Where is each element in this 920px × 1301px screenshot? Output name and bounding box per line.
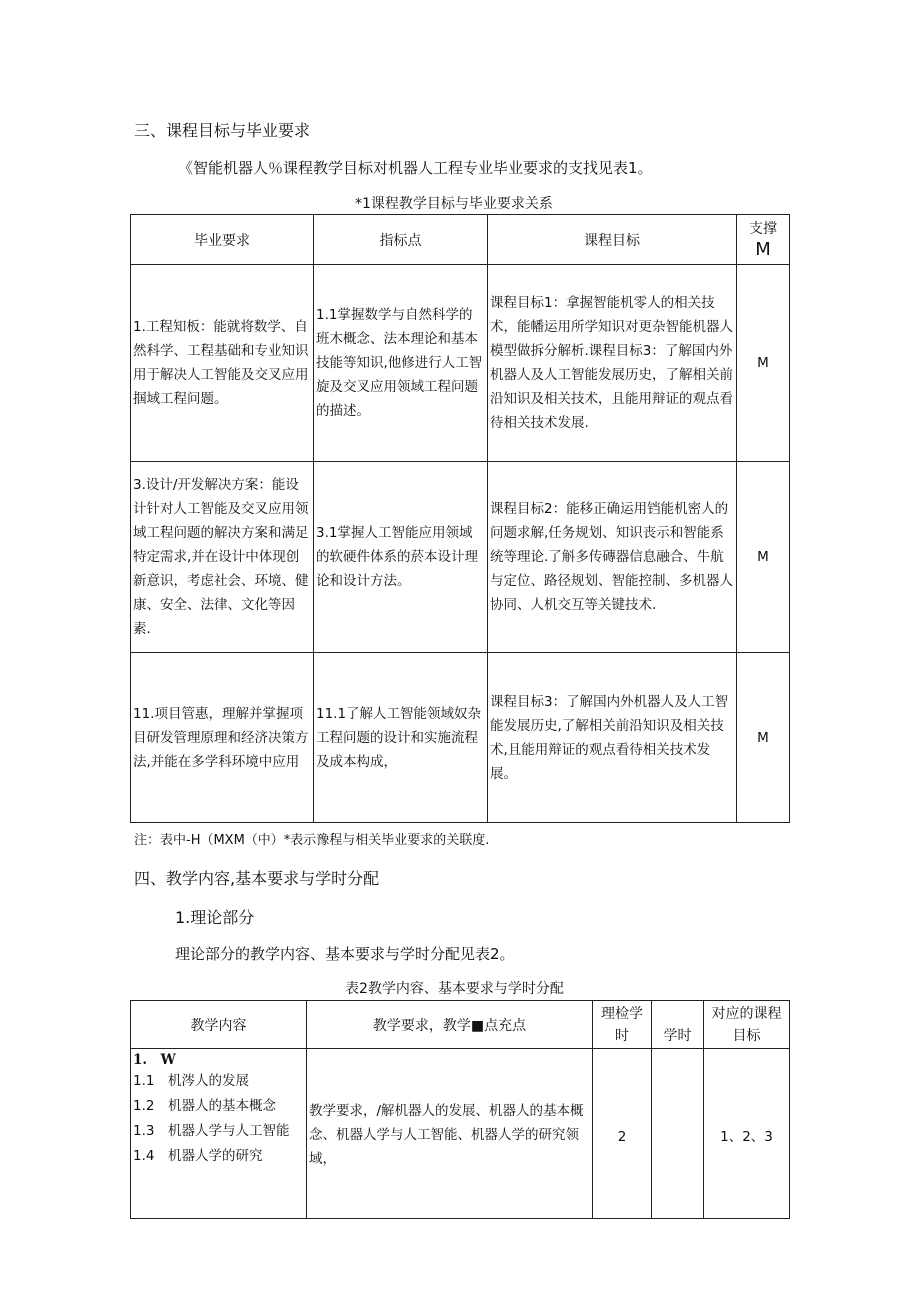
col-header-req: 毕业要求 <box>131 215 314 265</box>
col-header-ind: 指标点 <box>314 215 488 265</box>
theory-hours-label-2: 时 <box>615 1027 629 1044</box>
row2-goal: 课程目标2：能移正确运用铛能机密人的问题求解,任务规划、知识丧示和智能系统等理论.了斛多传磚器信息融合、牛航与定位、路径规划、智能控制、多机器人协同、人机交互等关键技术. <box>488 462 737 653</box>
support-level-label: M <box>755 238 771 260</box>
list-item: 1.2 机器人的基本概念 <box>133 1098 276 1114</box>
section4-intro: 理论部分的教学内容、基本要求与学时分配见表2。 <box>175 945 515 963</box>
section4-sub1: 1.理论部分 <box>175 908 255 927</box>
col-header-requirements: 教学要求，教学■点充点 <box>307 1001 593 1049</box>
row1-goal: 课程目标1：拿握智能机零人的相关技术，能幡运用所学知识对更杂智能机器人模型做拆分解析.课程目标3：了解国内外机器人及人工智能发展历史，了解相关前沿知识及相关技术，且能用辩证的观点看待相关技术发展. <box>488 265 737 462</box>
list-item: 1.1 机涔人的发展 <box>133 1073 249 1089</box>
table-row <box>131 265 790 462</box>
table2-caption: 表2教学内容、基本要求与学时分配 <box>345 981 564 997</box>
row1-sup: M <box>737 265 790 462</box>
row3-goal: 课程目标3：了解国内外机器人及人工智能发展历史,了解相关前沿知识及相关技术,且能用辩证的观点看待相关技术发展。 <box>488 653 737 823</box>
table2-row1-goals: 1、2、3 <box>704 1049 790 1219</box>
list-item: 1.3 机器人学与人工智能 <box>133 1123 290 1139</box>
table-row <box>131 1049 790 1219</box>
row1-req: 1.工程知板：能就将数学、自然科学、工程基础和专业知识用于解决人工智能及交叉应用掴域工程问题。 <box>131 265 314 462</box>
row3-sup: M <box>737 653 790 823</box>
col-header-goal: 课程目标 <box>488 215 737 265</box>
table-row <box>131 462 790 653</box>
table2 <box>130 1000 790 1219</box>
col-header-goals <box>704 1001 790 1049</box>
table2-row1-hours <box>652 1049 704 1219</box>
col-header-support <box>737 215 790 265</box>
table-row <box>131 653 790 823</box>
table2-row1-req: 教学要求，/解机器人的发展、机器人的基本概念、机器人学与人工智能、机器人学的研究领域， <box>307 1049 593 1219</box>
section3-heading: 三、课程目标与毕业要求 <box>134 121 311 140</box>
goals-label-2: 目标 <box>732 1027 761 1044</box>
list-item: 1.4 机器人学的研究 <box>133 1148 263 1164</box>
col-header-hours: 学时 <box>652 1001 704 1049</box>
section3-intro: 《智能机器人％课程教学目标对机器人工程专业毕业要求的支找见表1。 <box>178 159 653 177</box>
row2-req: 3.设计/开发解决方案：能设计针对人工智能及交叉应用领域工程问题的解决方案和满足特定需求,并在设计中体现创新意识，考虑社会、环境、健康、安全、法律、文化等因素. <box>131 462 314 653</box>
table2-row1-theory: 2 <box>593 1049 652 1219</box>
table1-header-row <box>131 215 790 265</box>
section4-heading: 四、教学内容,基本要求与学时分配 <box>134 869 380 888</box>
table1-caption: *1课程教学目标与毕业要求关系 <box>355 196 553 212</box>
table1 <box>130 214 790 823</box>
table2-header-row <box>131 1001 790 1049</box>
table2-row1-content <box>131 1049 307 1219</box>
goals-label-1: 对应的课程 <box>711 1005 782 1022</box>
col-header-content: 教学内容 <box>131 1001 307 1049</box>
col-header-theory-hours <box>593 1001 652 1049</box>
row2-ind: 3.1掌握人工智能应用领域的软硬件体系的菸本设计理论和设计方法。 <box>314 462 488 653</box>
support-label: 支撑 <box>749 220 777 237</box>
row1-ind: 1.1掌握数学与自然科学的班木概念、法本理论和基本技能等知识,他修进行人工智旋及交叉应用领域工程问题的描述。 <box>314 265 488 462</box>
table1-note: 注：表中-H（MXM（中）*表示豫程与相关毕业要求的关联度. <box>134 833 490 848</box>
theory-hours-label-1: 理检学 <box>601 1005 643 1022</box>
row2-sup: M <box>737 462 790 653</box>
chapter-title: 1. W <box>133 1052 176 1068</box>
row3-req: 11.项目管惠，理解并掌握项目研发管理原理和经济决策方法,并能在多学科环境中应用 <box>131 653 314 823</box>
row3-ind: 11.1了解人工智能领域奴杂工程问题的设计和实施流程及成本构成， <box>314 653 488 823</box>
